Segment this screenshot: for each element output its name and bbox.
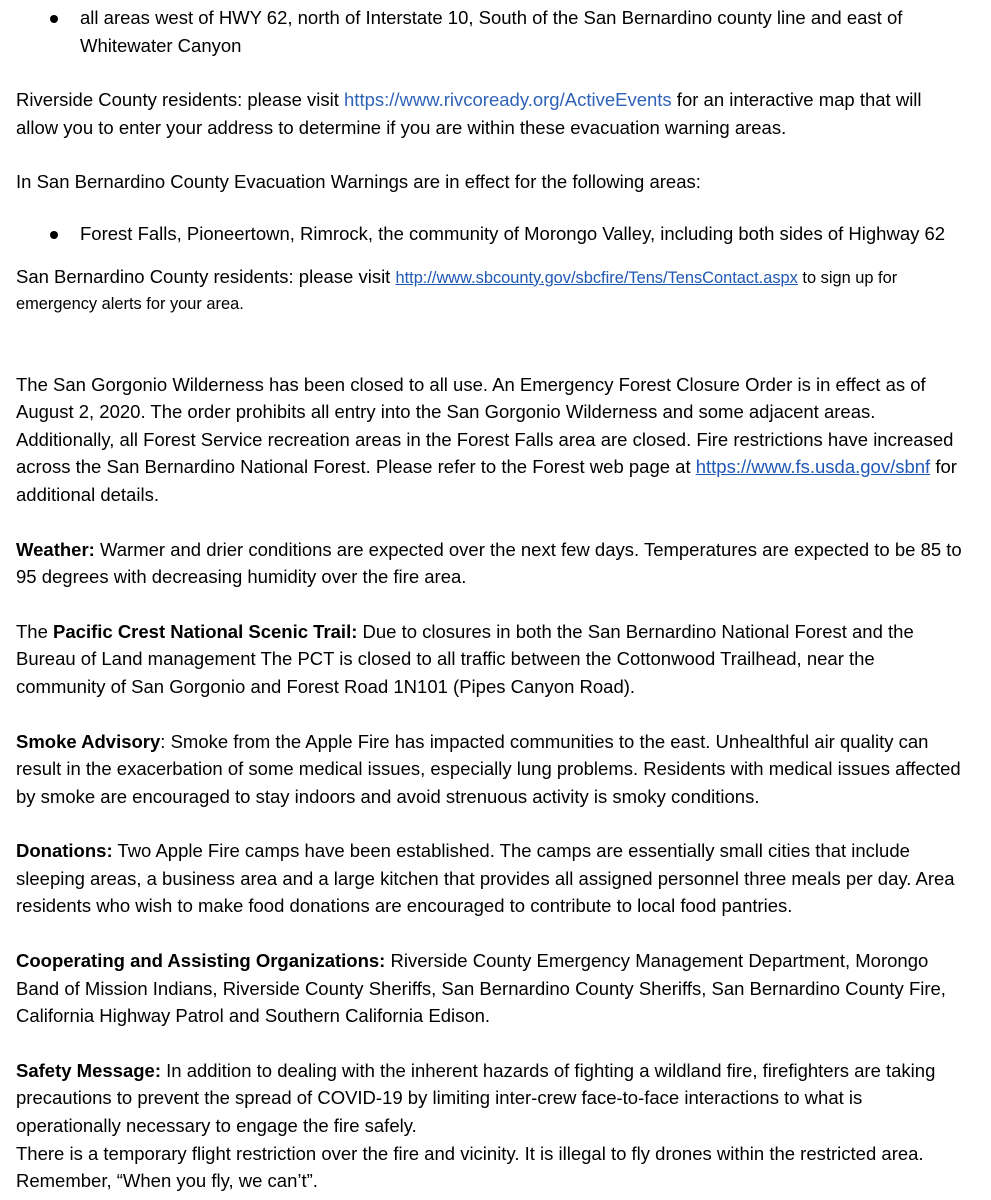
wilderness-closure-paragraph: The San Gorgonio Wilderness has been closed to all use. An Emergency Forest Closure Order is in effect as of August 2, 2020. The order prohibits all entry into the San Gorgonio Wilderness and some adjacent areas. Additionally, all Forest Service recreation areas in the Forest Falls area are closed. Fire restrictions have increased across the San Bernardino National Forest. Please refer to the Forest web page at https://www.fs.usda.gov/sbnf for additional details. [16,373,957,505]
smoke-advisory-label: Smoke Advisory [16,730,161,752]
donations-paragraph: Donations: Two Apple Fire camps have been established. The camps are essentially small cities that include sleeping areas, a business area and a large kitchen that provides all assigned personnel three meals per day. Area residents who wish to make food donations are encouraged to contribute to local food pantries. [16,840,955,917]
safety-message-paragraph: Safety Message: In addition to dealing with the inherent hazards of fighting a wildland fire, firefighters are taking precautions to prevent the spread of COVID-19 by limiting inter-crew face-to-face interactions to what is operationally necessary to engage the fire safely. [16,1059,936,1137]
pct-label: Pacific Crest National Scenic Trail: [53,620,358,642]
forest-web-link[interactable]: https://www.fs.usda.gov/sbnf [695,456,931,478]
sb-residents-paragraph: San Bernardino County residents: please visit http://www.sbcounty.gov/sbcfire/Tens/TensContact.aspx to sign up for emergency alerts for your area. [16,265,898,313]
flight-restriction-paragraph: There is a temporary flight restriction over the fire and vicinity. It is illegal to fly drones within the restricted area. Remember, “When you fly, we can’t”. [16,1142,924,1192]
san-bernardino-intro: In San Bernardino County Evacuation Warnings are in effect for the following areas: [16,171,701,193]
safety-message-label: Safety Message: [16,1059,161,1081]
donations-label: Donations: [16,840,113,862]
weather-label: Weather: [16,538,95,560]
evacuation-area-text: all areas west of HWY 62, north of Interstate 10, South of the San Bernardino county line and east of Whitewater Canyon [80,7,903,56]
cooperating-organizations-paragraph: Cooperating and Assisting Organizations: Riverside County Emergency Management Department, Morongo Band of Mission Indians, Riverside County Sheriffs, San Bernardino County Sheriffs, San Bernardino County Fire, California Highway Patrol and Southern California Edison. [16,950,946,1027]
bullet-icon [50,15,58,23]
bullet-icon [50,231,58,239]
weather-paragraph: Weather: Warmer and drier conditions are expected over the next few days. Temperatures are expected to be 85 to 95 degrees with decreasing humidity over the fire area. [16,538,962,588]
sb-evacuation-area-bullet [16,220,966,248]
rivcoready-link[interactable]: https://www.rivcoready.org/ActiveEvents [344,89,672,111]
smoke-advisory-paragraph: Smoke Advisory: Smoke from the Apple Fire has impacted communities to the east. Unhealthful air quality can result in the exacerbation of some medical issues, especially lung problems. Residents with medical issues affected by smoke are encouraged to stay indoors and avoid strenuous activity is smoky conditions. [16,730,961,807]
sbcounty-tens-link[interactable]: http://www.sbcounty.gov/sbcfire/Tens/TensContact.aspx [395,268,798,287]
document-page [16,4,966,1195]
evacuation-area-bullet [16,4,966,59]
cooperating-label: Cooperating and Assisting Organizations: [16,950,386,972]
pct-paragraph: The Pacific Crest National Scenic Trail: Due to closures in both the San Bernardino National Forest and the Bureau of Land management The PCT is closed to all traffic between the Cottonwood Trailhead, near the community of San Gorgonio and Forest Road 1N101 (Pipes Canyon Road). [16,620,914,697]
sb-evacuation-area-text: Forest Falls, Pioneertown, Rimrock, the community of Morongo Valley, including both sides of Highway 62 [80,222,946,244]
riverside-residents-paragraph: Riverside County residents: please visit https://www.rivcoready.org/ActiveEvents for an interactive map that will allow you to enter your address to determine if you are within these evacuation warning areas. [16,89,922,138]
